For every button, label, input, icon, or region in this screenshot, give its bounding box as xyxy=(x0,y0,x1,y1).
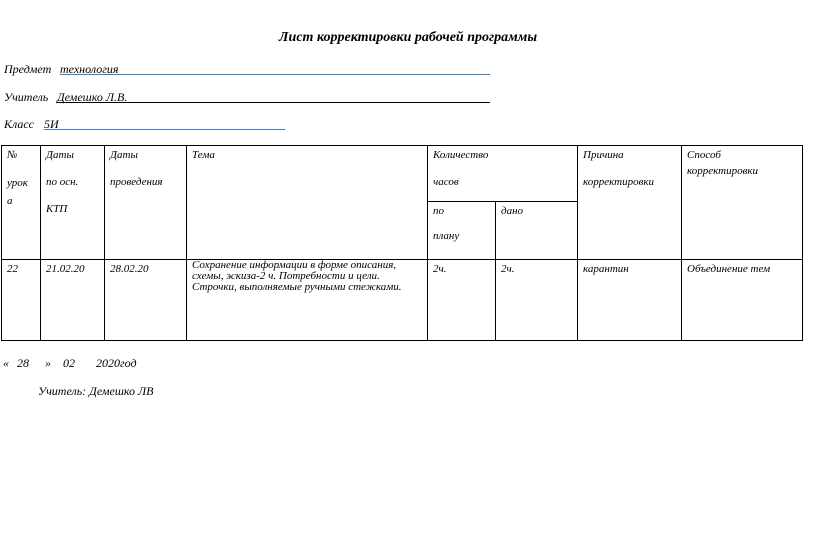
date-year: 2020год xyxy=(96,356,137,370)
subject-value: технология xyxy=(60,62,119,76)
date-month: 02 xyxy=(63,356,75,370)
header-hours-plan: по плану xyxy=(428,202,496,260)
cell-reason: карантин xyxy=(578,260,682,341)
teacher-underline xyxy=(57,102,490,103)
cell-lesson-number: 22 xyxy=(2,260,41,341)
subject-label: Предмет xyxy=(4,62,52,76)
grade-underline xyxy=(44,129,285,130)
subject-underline xyxy=(60,74,490,75)
cell-actual-date: 28.02.20 xyxy=(105,260,187,341)
grade-value: 5И xyxy=(44,117,59,131)
cell-plan-date: 21.02.20 xyxy=(41,260,105,341)
teacher-label: Учитель xyxy=(4,90,49,104)
date-quote-close: » xyxy=(45,356,51,370)
header-hours: Количество часов xyxy=(428,146,578,202)
correction-table xyxy=(1,145,803,341)
header-lesson-number: № урок а xyxy=(2,146,41,260)
header-method: Способ корректировки xyxy=(682,146,803,260)
header-hours-given: дано xyxy=(496,202,578,260)
header-topic: Тема xyxy=(187,146,428,260)
signature: Учитель: Демешко ЛВ xyxy=(38,384,154,398)
cell-hours-plan: 2ч. xyxy=(428,260,496,341)
header-actual-date: Даты проведения xyxy=(105,146,187,260)
header-plan-date: Даты по осн. КТП xyxy=(41,146,105,260)
date-day: 28 xyxy=(17,356,29,370)
date-quote-open: « xyxy=(3,356,9,370)
table-row xyxy=(2,260,803,341)
page-title: Лист корректировки рабочей программы xyxy=(278,30,538,45)
cell-topic: Сохранение информации в форме описания, схемы, эскиза-2 ч. Потребности и цели. Строчки, выполняемые ручными стежками. xyxy=(187,260,428,341)
cell-hours-given: 2ч. xyxy=(496,260,578,341)
header-reason: Причина корректировки xyxy=(578,146,682,260)
teacher-value: Демешко Л.В. xyxy=(57,90,128,104)
cell-method: Объединение тем xyxy=(682,260,803,341)
grade-label: Класс xyxy=(4,117,34,131)
